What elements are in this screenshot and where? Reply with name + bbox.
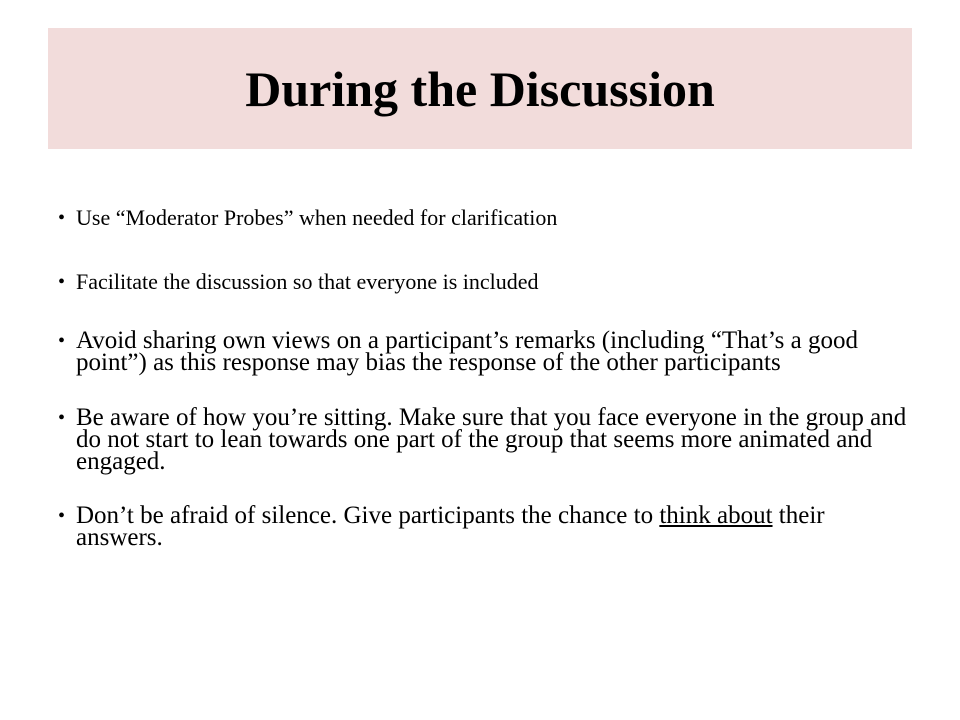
bullet-dot-icon: • — [58, 505, 66, 527]
bullet-text: Facilitate the discussion so that everyone is included — [76, 269, 539, 294]
bullet-text: Use “Moderator Probes” when needed for clarification — [76, 205, 558, 230]
bullet-text: Avoid sharing own views on a participant’s remarks (including “That’s a good point”) as this response may bias the response of the other participants — [76, 327, 858, 376]
bullet-item — [58, 264, 908, 300]
bullet-dot-icon: • — [58, 271, 66, 293]
bullet-dot-icon: • — [58, 207, 66, 229]
bullet-dot-icon: • — [58, 407, 66, 429]
title-band — [48, 28, 912, 149]
bullet-text-after: their answers. — [76, 502, 825, 551]
bullet-text-underlined: think about — [659, 502, 773, 529]
bullet-item — [58, 404, 908, 475]
bullet-list — [58, 200, 908, 549]
bullet-item — [58, 327, 908, 376]
bullet-text-before: Don’t be afraid of silence. Give participants the chance to — [76, 502, 660, 529]
bullet-item — [58, 200, 908, 236]
bullet-dot-icon: • — [58, 330, 66, 352]
bullet-text: Be aware of how you’re sitting. Make sure that you face everyone in the group and do not start to lean towards one part of the group that seems more animated and engaged. — [76, 404, 907, 475]
slide-title: During the Discussion — [245, 60, 715, 117]
bullet-item — [58, 502, 908, 551]
